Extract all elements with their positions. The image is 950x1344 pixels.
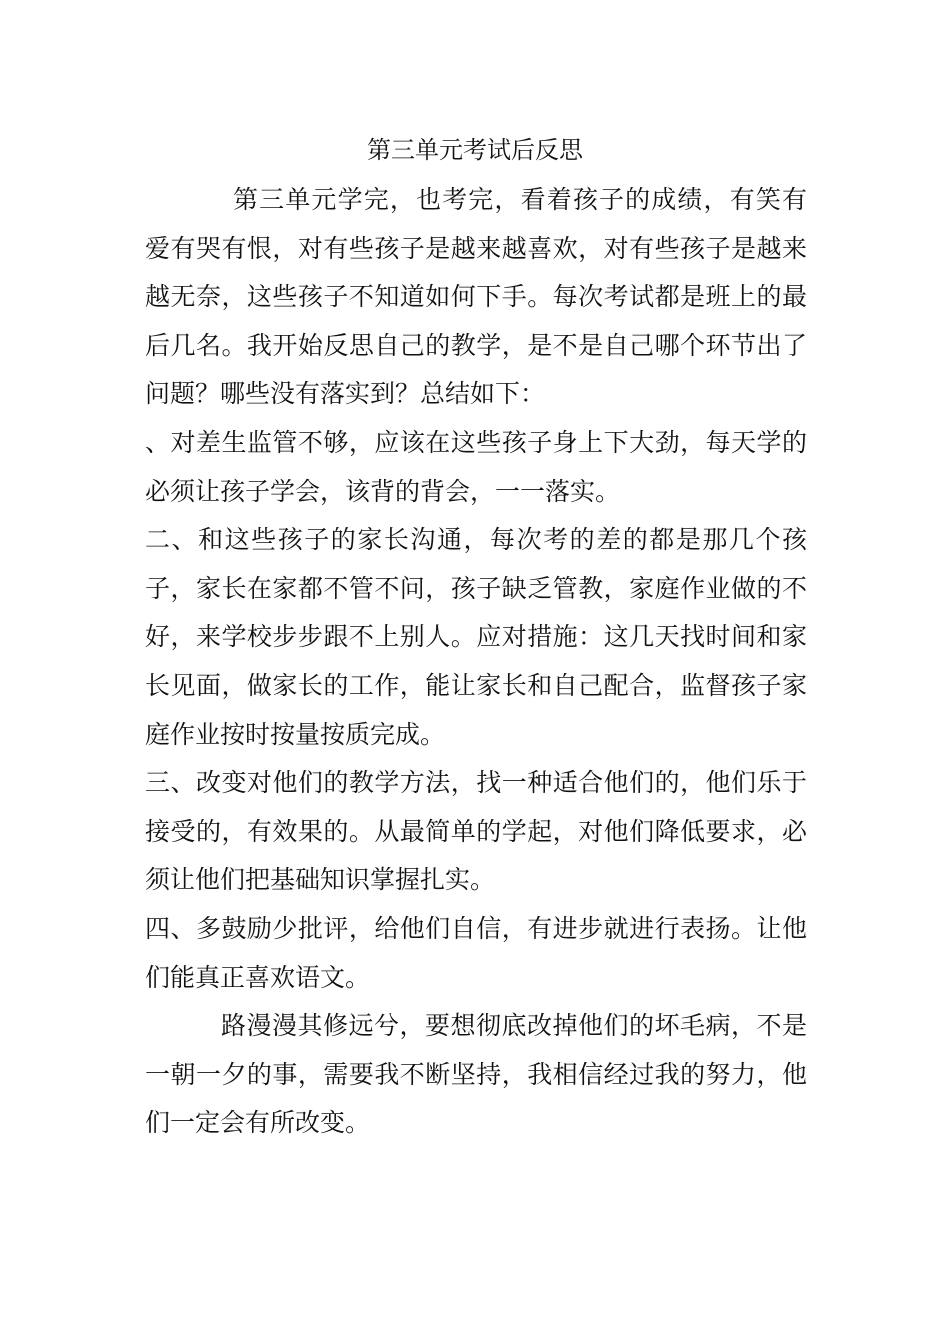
paragraph-point-1: 、对差生监管不够，应该在这些孩子身上下大劲，每天学的必须让孩子学会，该背的背会，一一落实。 (145, 427, 807, 506)
paragraph-conclusion: 路漫漫其修远兮，要想彻底改掉他们的坏毛病，不是一朝一夕的事，需要我不断坚持，我相信经过我的努力，他们一定会有所改变。 (145, 1011, 807, 1138)
paragraph-point-3: 三、改变对他们的教学方法，找一种适合他们的，他们乐于接受的，有效果的。从最简单的学起，对他们降低要求，必须让他们把基础知识掌握扎实。 (145, 768, 807, 895)
document-body (145, 176, 807, 1148)
document-title: 第三单元考试后反思 (367, 136, 583, 164)
paragraph-point-2: 二、和这些孩子的家长沟通，每次考的差的都是那几个孩子，家长在家都不管不问，孩子缺乏管教，家庭作业做的不好，来学校步步跟不上别人。应对措施：这几天找时间和家长见面，做家长的工作，能让家长和自己配合，监督孩子家庭作业按时按量按质完成。 (145, 525, 807, 749)
paragraph-intro: 第三单元学完，也考完，看着孩子的成绩，有笑有爱有哭有恨，对有些孩子是越来越喜欢，对有些孩子是越来越无奈，这些孩子不知道如何下手。每次考试都是班上的最后几名。我开始反思自己的教学，是不是自己哪个环节出了问题？哪些没有落实到？总结如下： (145, 185, 807, 409)
paragraph-point-4: 四、多鼓励少批评，给他们自信，有进步就进行表扬。让他们能真正喜欢语文。 (145, 913, 807, 992)
